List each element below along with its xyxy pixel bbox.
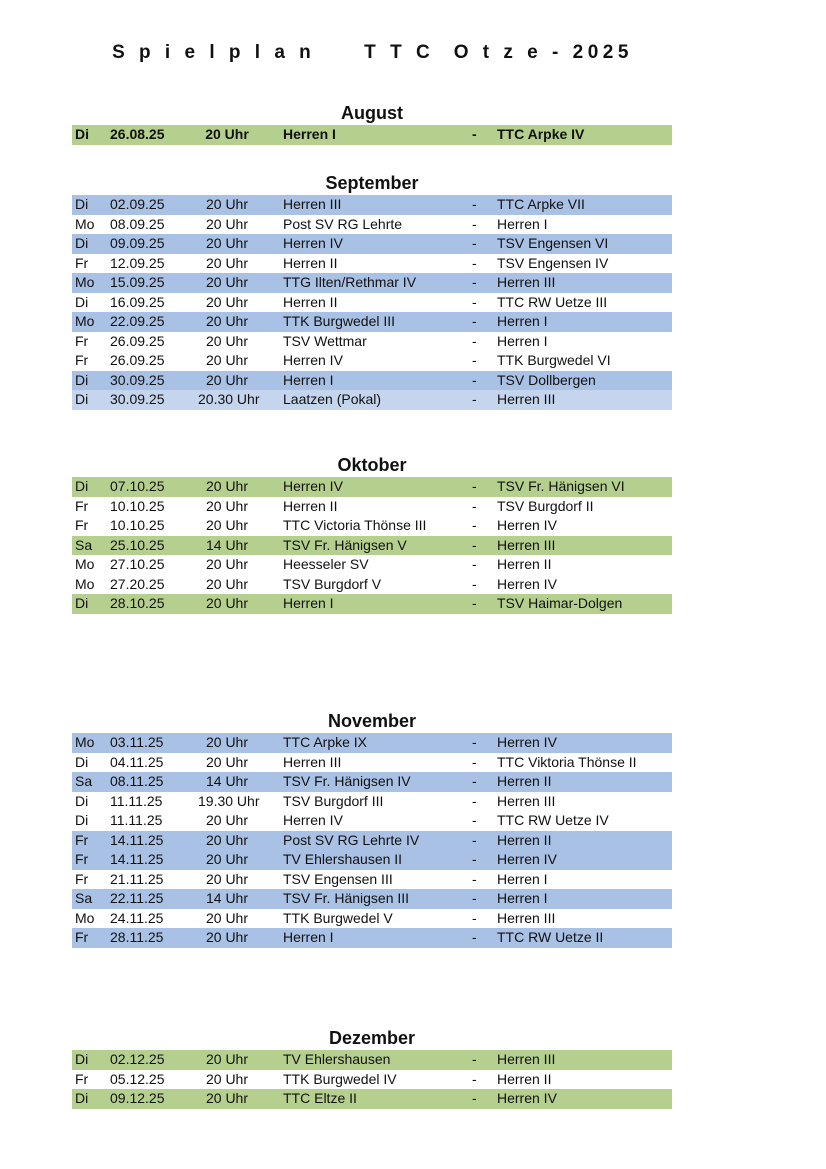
month-section bbox=[72, 171, 672, 410]
match-away: TSV Burgdorf II bbox=[497, 497, 594, 514]
match-row bbox=[72, 234, 672, 254]
month-heading: Oktober bbox=[337, 455, 407, 475]
match-away: TTC RW Uetze III bbox=[497, 293, 608, 310]
match-day: Di bbox=[75, 391, 89, 407]
match-day: Fr bbox=[75, 254, 89, 271]
match-time: 20 Uhr bbox=[205, 595, 249, 611]
match-away: TSV Engensen IV bbox=[497, 254, 609, 271]
match-day: Fr bbox=[75, 1070, 89, 1087]
match-date: 05.12.25 bbox=[110, 1070, 165, 1087]
match-day: Mo bbox=[75, 575, 95, 592]
match-time: 20 Uhr bbox=[205, 1070, 249, 1087]
match-date: 14.11.25 bbox=[110, 831, 164, 848]
match-date: 22.09.25 bbox=[110, 313, 165, 329]
match-time: 20 Uhr bbox=[205, 909, 249, 926]
match-dash: - bbox=[472, 126, 477, 142]
match-day: Di bbox=[75, 293, 89, 310]
match-dash: - bbox=[472, 734, 477, 750]
match-day: Di bbox=[75, 126, 89, 142]
match-date: 27.10.25 bbox=[110, 556, 165, 572]
match-time: 20 Uhr bbox=[205, 352, 249, 368]
match-date: 24.11.25 bbox=[110, 909, 164, 926]
match-dash: - bbox=[472, 812, 477, 828]
match-row bbox=[72, 753, 672, 773]
match-day: Di bbox=[75, 753, 89, 770]
match-away: Herren I bbox=[497, 870, 548, 887]
match-row bbox=[72, 215, 672, 235]
match-date: 11.11.25 bbox=[110, 792, 163, 809]
match-row bbox=[72, 594, 672, 614]
match-day: Fr bbox=[75, 870, 89, 887]
match-home: TTC Arpke IX bbox=[283, 734, 368, 750]
match-time: 19.30 Uhr bbox=[198, 792, 260, 809]
match-day: Mo bbox=[75, 313, 95, 329]
match-time: 20 Uhr bbox=[205, 254, 249, 271]
match-dash: - bbox=[472, 274, 477, 290]
match-away: TSV Dollbergen bbox=[497, 371, 596, 388]
match-home: TTK Burgwedel IV bbox=[283, 1070, 397, 1087]
match-date: 09.12.25 bbox=[110, 1090, 165, 1106]
match-time: 20 Uhr bbox=[205, 517, 249, 533]
match-date: 02.12.25 bbox=[110, 1051, 165, 1067]
match-time: 20 Uhr bbox=[205, 753, 249, 770]
match-home: Herren I bbox=[283, 595, 334, 611]
match-home: Herren I bbox=[283, 929, 334, 945]
match-dash: - bbox=[472, 595, 477, 611]
match-away: Herren I bbox=[497, 215, 548, 232]
match-day: Mo bbox=[75, 215, 95, 232]
match-day: Sa bbox=[75, 773, 93, 789]
match-date: 28.11.25 bbox=[110, 929, 164, 945]
match-away: Herren I bbox=[497, 332, 548, 349]
match-day: Mo bbox=[75, 909, 95, 926]
match-home: Herren I bbox=[283, 371, 334, 388]
match-row bbox=[72, 1070, 672, 1090]
match-time: 20 Uhr bbox=[205, 870, 249, 887]
match-date: 12.09.25 bbox=[110, 254, 165, 271]
match-day: Fr bbox=[75, 352, 89, 368]
match-date: 08.11.25 bbox=[110, 773, 164, 789]
match-date: 15.09.25 bbox=[110, 274, 165, 290]
month-heading: August bbox=[341, 103, 403, 123]
match-time: 20 Uhr bbox=[205, 575, 249, 592]
match-dash: - bbox=[472, 773, 477, 789]
match-row bbox=[72, 831, 672, 851]
match-home: Heesseler SV bbox=[283, 556, 369, 572]
match-date: 30.09.25 bbox=[110, 391, 165, 407]
match-date: 14.11.25 bbox=[110, 851, 164, 867]
match-away: Herren III bbox=[497, 391, 556, 407]
match-dash: - bbox=[472, 235, 477, 251]
match-row bbox=[72, 928, 672, 948]
match-date: 30.09.25 bbox=[110, 371, 165, 388]
match-dash: - bbox=[472, 371, 477, 388]
match-away: TTC Viktoria Thönse II bbox=[497, 753, 637, 770]
month-heading: September bbox=[325, 173, 419, 193]
match-away: Herren II bbox=[497, 773, 552, 789]
match-away: Herren II bbox=[497, 831, 552, 848]
match-dash: - bbox=[472, 536, 477, 553]
match-dash: - bbox=[472, 753, 477, 770]
match-away: Herren IV bbox=[497, 575, 557, 592]
match-row bbox=[72, 536, 672, 556]
match-day: Mo bbox=[75, 734, 95, 750]
match-away: Herren I bbox=[497, 313, 548, 329]
match-home: Laatzen (Pokal) bbox=[283, 391, 382, 407]
match-home: TTK Burgwedel III bbox=[283, 313, 396, 329]
match-row bbox=[72, 332, 672, 352]
match-row bbox=[72, 555, 672, 575]
match-row bbox=[72, 390, 672, 410]
match-home: Herren III bbox=[283, 196, 342, 212]
match-home: Post SV RG Lehrte bbox=[283, 215, 403, 232]
match-home: TTK Burgwedel V bbox=[283, 909, 393, 926]
match-time: 20 Uhr bbox=[205, 1051, 249, 1067]
month-section bbox=[72, 709, 672, 948]
match-date: 27.20.25 bbox=[110, 575, 165, 592]
match-date: 02.09.25 bbox=[110, 196, 165, 212]
match-day: Mo bbox=[75, 556, 95, 572]
match-date: 26.09.25 bbox=[110, 332, 165, 349]
match-dash: - bbox=[472, 254, 477, 271]
match-home: Herren IV bbox=[283, 478, 343, 494]
match-home: Post SV RG Lehrte IV bbox=[283, 831, 420, 848]
match-time: 20 Uhr bbox=[205, 556, 249, 572]
match-day: Fr bbox=[75, 929, 89, 945]
match-home: TTG Ilten/Rethmar IV bbox=[283, 274, 417, 290]
match-home: Herren IV bbox=[283, 235, 343, 251]
match-away: TSV Engensen VI bbox=[497, 235, 609, 251]
match-row bbox=[72, 870, 672, 890]
month-section bbox=[72, 101, 672, 145]
match-date: 08.09.25 bbox=[110, 215, 165, 232]
match-home: Herren II bbox=[283, 254, 338, 271]
match-home: TSV Fr. Hänigsen IV bbox=[283, 773, 411, 789]
match-time: 14 Uhr bbox=[205, 773, 249, 789]
match-dash: - bbox=[472, 575, 477, 592]
match-row bbox=[72, 1089, 672, 1109]
match-away: Herren III bbox=[497, 909, 556, 926]
match-dash: - bbox=[472, 831, 477, 848]
match-time: 20 Uhr bbox=[205, 293, 249, 310]
match-date: 16.09.25 bbox=[110, 293, 165, 310]
match-home: TSV Wettmar bbox=[283, 332, 367, 349]
match-day: Di bbox=[75, 196, 89, 212]
match-time: 20 Uhr bbox=[205, 332, 249, 349]
match-day: Di bbox=[75, 1090, 89, 1106]
match-dash: - bbox=[472, 478, 477, 494]
match-time: 20 Uhr bbox=[205, 734, 249, 750]
match-date: 09.09.25 bbox=[110, 235, 165, 251]
match-time: 20 Uhr bbox=[205, 851, 249, 867]
match-home: Herren IV bbox=[283, 812, 343, 828]
match-dash: - bbox=[472, 1070, 477, 1087]
match-dash: - bbox=[472, 851, 477, 867]
match-day: Sa bbox=[75, 536, 93, 553]
match-row bbox=[72, 889, 672, 909]
match-dash: - bbox=[472, 215, 477, 232]
match-dash: - bbox=[472, 1051, 477, 1067]
match-date: 03.11.25 bbox=[110, 734, 164, 750]
match-time: 20 Uhr bbox=[205, 126, 249, 142]
match-away: Herren III bbox=[497, 274, 556, 290]
match-row bbox=[72, 125, 672, 145]
match-dash: - bbox=[472, 909, 477, 926]
match-away: Herren III bbox=[497, 792, 556, 809]
match-row bbox=[72, 497, 672, 517]
match-home: TSV Fr. Hänigsen III bbox=[283, 890, 410, 906]
match-away: TSV Fr. Hänigsen VI bbox=[497, 478, 625, 494]
match-day: Mo bbox=[75, 274, 95, 290]
match-time: 20 Uhr bbox=[205, 274, 249, 290]
match-date: 07.10.25 bbox=[110, 478, 165, 494]
match-dash: - bbox=[472, 352, 477, 368]
match-row bbox=[72, 254, 672, 274]
match-home: Herren II bbox=[283, 497, 338, 514]
match-dash: - bbox=[472, 870, 477, 887]
match-date: 25.10.25 bbox=[110, 536, 165, 553]
match-time: 20 Uhr bbox=[205, 371, 249, 388]
match-away: TTC RW Uetze II bbox=[497, 929, 604, 945]
match-row bbox=[72, 273, 672, 293]
match-date: 21.11.25 bbox=[110, 870, 164, 887]
match-row bbox=[72, 811, 672, 831]
match-row bbox=[72, 1050, 672, 1070]
match-day: Di bbox=[75, 235, 89, 251]
match-date: 04.11.25 bbox=[110, 753, 164, 770]
page-title: S p i e l p l a n T T C O t z e - 2025 bbox=[112, 42, 633, 63]
match-home: TV Ehlershausen II bbox=[283, 851, 403, 867]
match-row bbox=[72, 371, 672, 391]
match-day: Di bbox=[75, 478, 89, 494]
match-dash: - bbox=[472, 517, 477, 533]
match-away: Herren I bbox=[497, 890, 548, 906]
match-row bbox=[72, 850, 672, 870]
match-row bbox=[72, 733, 672, 753]
match-date: 26.08.25 bbox=[110, 126, 165, 142]
match-dash: - bbox=[472, 293, 477, 310]
match-dash: - bbox=[472, 1090, 477, 1106]
match-day: Fr bbox=[75, 332, 89, 349]
match-home: Herren II bbox=[283, 293, 338, 310]
match-dash: - bbox=[472, 391, 477, 407]
match-dash: - bbox=[472, 890, 477, 906]
match-day: Di bbox=[75, 595, 89, 611]
match-home: Herren I bbox=[283, 126, 336, 142]
match-row bbox=[72, 477, 672, 497]
match-home: TSV Fr. Hänigsen V bbox=[283, 536, 407, 553]
match-dash: - bbox=[472, 929, 477, 945]
match-day: Fr bbox=[75, 517, 89, 533]
match-home: TSV Engensen III bbox=[283, 870, 393, 887]
match-day: Fr bbox=[75, 497, 89, 514]
month-heading: November bbox=[327, 711, 417, 731]
match-dash: - bbox=[472, 556, 477, 572]
match-away: Herren IV bbox=[497, 734, 557, 750]
match-date: 10.10.25 bbox=[110, 497, 165, 514]
match-time: 20 Uhr bbox=[205, 831, 249, 848]
match-time: 14 Uhr bbox=[205, 536, 249, 553]
match-away: TSV Haimar-Dolgen bbox=[497, 595, 623, 611]
match-away: Herren IV bbox=[497, 1090, 557, 1106]
match-time: 20 Uhr bbox=[205, 929, 249, 945]
match-dash: - bbox=[472, 792, 477, 809]
match-home: Herren III bbox=[283, 753, 342, 770]
match-away: TTC RW Uetze IV bbox=[497, 812, 609, 828]
match-away: Herren IV bbox=[497, 851, 557, 867]
match-day: Di bbox=[75, 792, 89, 809]
match-day: Di bbox=[75, 812, 89, 828]
match-dash: - bbox=[472, 497, 477, 514]
match-date: 26.09.25 bbox=[110, 352, 165, 368]
match-day: Di bbox=[75, 1051, 89, 1067]
match-day: Fr bbox=[75, 831, 89, 848]
match-home: TSV Burgdorf V bbox=[283, 575, 382, 592]
match-home: TV Ehlershausen bbox=[283, 1051, 391, 1067]
match-away: TTC Arpke VII bbox=[497, 196, 585, 212]
match-away: Herren III bbox=[497, 536, 556, 553]
match-date: 10.10.25 bbox=[110, 517, 165, 533]
match-time: 20 Uhr bbox=[205, 1090, 249, 1106]
match-time: 20 Uhr bbox=[205, 313, 249, 329]
match-date: 28.10.25 bbox=[110, 595, 165, 611]
match-away: TTC Arpke IV bbox=[497, 126, 585, 142]
month-section bbox=[72, 1026, 672, 1109]
match-home: TSV Burgdorf III bbox=[283, 792, 384, 809]
match-home: TTC Victoria Thönse III bbox=[283, 517, 427, 533]
match-time: 20 Uhr bbox=[205, 235, 249, 251]
match-day: Sa bbox=[75, 890, 93, 906]
match-time: 20 Uhr bbox=[205, 196, 249, 212]
match-away: Herren II bbox=[497, 556, 552, 572]
match-time: 14 Uhr bbox=[205, 890, 249, 906]
month-section bbox=[72, 453, 672, 614]
match-away: Herren IV bbox=[497, 517, 557, 533]
match-date: 22.11.25 bbox=[110, 890, 164, 906]
match-home: Herren IV bbox=[283, 352, 343, 368]
month-heading: Dezember bbox=[328, 1028, 416, 1048]
match-row bbox=[72, 909, 672, 929]
match-day: Fr bbox=[75, 851, 89, 867]
match-time: 20 Uhr bbox=[205, 215, 249, 232]
match-time: 20 Uhr bbox=[205, 497, 249, 514]
match-dash: - bbox=[472, 196, 477, 212]
match-row bbox=[72, 293, 672, 313]
match-away: Herren III bbox=[497, 1051, 556, 1067]
match-row bbox=[72, 195, 672, 215]
match-row bbox=[72, 516, 672, 536]
match-dash: - bbox=[472, 313, 477, 329]
match-row bbox=[72, 351, 672, 371]
match-time: 20.30 Uhr bbox=[198, 391, 260, 407]
match-away: TTK Burgwedel VI bbox=[497, 352, 611, 368]
match-dash: - bbox=[472, 332, 477, 349]
match-row bbox=[72, 575, 672, 595]
match-row bbox=[72, 312, 672, 332]
match-time: 20 Uhr bbox=[205, 812, 249, 828]
match-time: 20 Uhr bbox=[205, 478, 249, 494]
match-row bbox=[72, 792, 672, 812]
match-date: 11.11.25 bbox=[110, 812, 163, 828]
match-day: Di bbox=[75, 371, 89, 388]
match-away: Herren II bbox=[497, 1070, 552, 1087]
match-home: TTC Eltze II bbox=[283, 1090, 357, 1106]
match-row bbox=[72, 772, 672, 792]
